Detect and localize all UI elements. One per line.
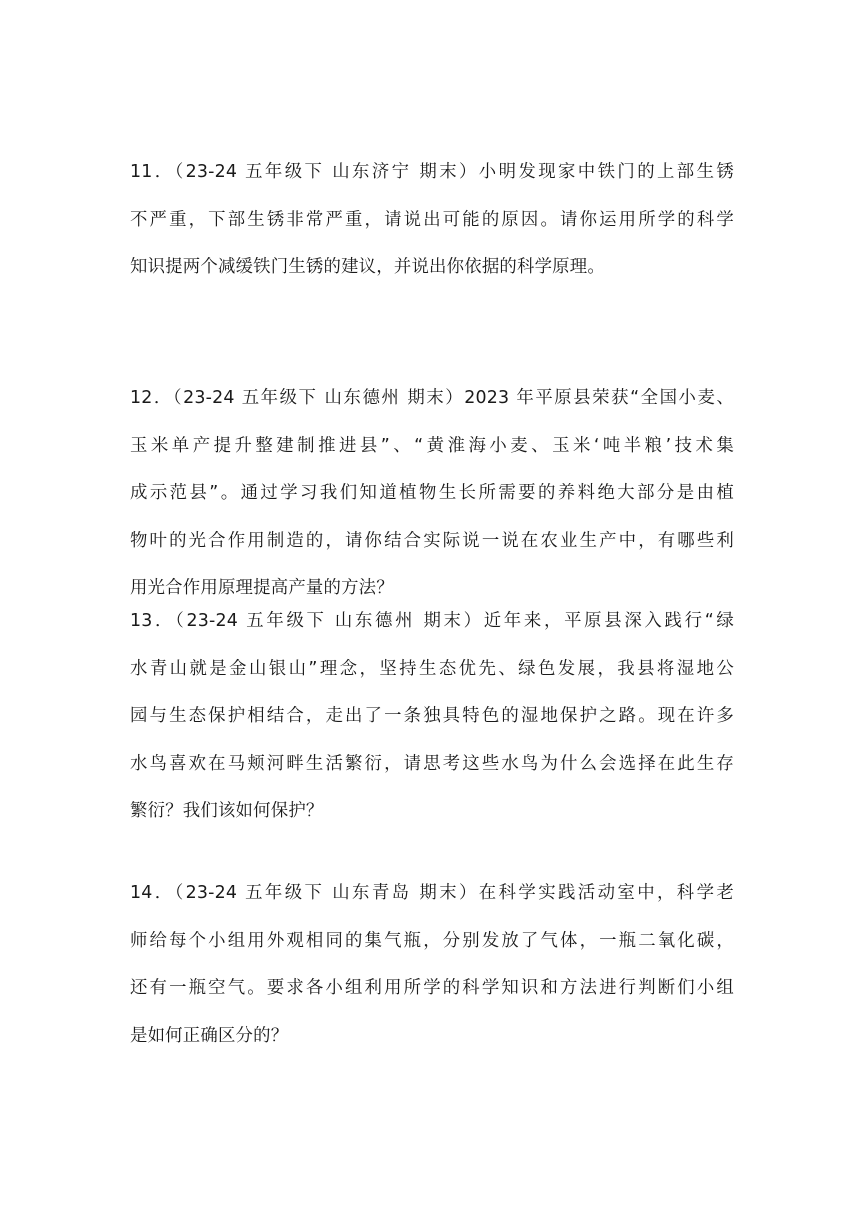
- question-line: 14．（23-24 五年级下 山东青岛 期末）在科学实践活动室中，科学老: [130, 883, 734, 903]
- question-line: 知识提两个减缓铁门生锈的建议，并说出你依据的科学原理。: [130, 257, 605, 277]
- question-line: 园与生态保护相结合，走出了一条独具特色的湿地保护之路。现在许多: [130, 706, 734, 726]
- question-line: 12．（23-24 五年级下 山东德州 期末）2023 年平原县荣获“全国小麦、: [130, 388, 734, 408]
- question-line: 成示范县”。通过学习我们知道植物生长所需要的养料绝大部分是由植: [130, 483, 734, 503]
- question-11: [130, 149, 734, 292]
- question-line: 不严重，下部生锈非常严重，请说出可能的原因。请你运用所学的科学: [130, 209, 734, 230]
- question-line: 11．（23-24 五年级下 山东济宁 期末）小明发现家中铁门的上部生锈: [130, 162, 734, 182]
- question-14: [130, 870, 734, 1060]
- question-line: 是如何正确区分的？: [130, 1025, 289, 1046]
- question-line: 水青山就是金山银山”理念，坚持生态优先、绿色发展，我县将湿地公: [130, 658, 734, 679]
- question-13: [130, 598, 734, 836]
- question-line: 物叶的光合作用制造的，请你结合实际说一说在农业生产中，有哪些利: [130, 530, 734, 551]
- question-line: 13．（23-24 五年级下 山东德州 期末）近年来，平原县深入践行“绿: [130, 611, 734, 631]
- question-line: 师给每个小组用外观相同的集气瓶，分别发放了气体，一瓶二氧化碳，: [130, 930, 734, 951]
- question-line: 用光合作用原理提高产量的方法？: [130, 578, 394, 598]
- question-line: 还有一瓶空气。要求各小组利用所学的科学知识和方法进行判断们小组: [130, 978, 734, 998]
- question-line: 玉米单产提升整建制推进县”、“黄淮海小麦、玉米‘吨半粮’技术集: [130, 435, 734, 456]
- question-line: 水鸟喜欢在马颊河畔生活繁衍，请思考这些水鸟为什么会选择在此生存: [130, 753, 734, 774]
- question-line: 繁衍？我们该如何保护？: [130, 801, 324, 821]
- question-12: [130, 375, 734, 613]
